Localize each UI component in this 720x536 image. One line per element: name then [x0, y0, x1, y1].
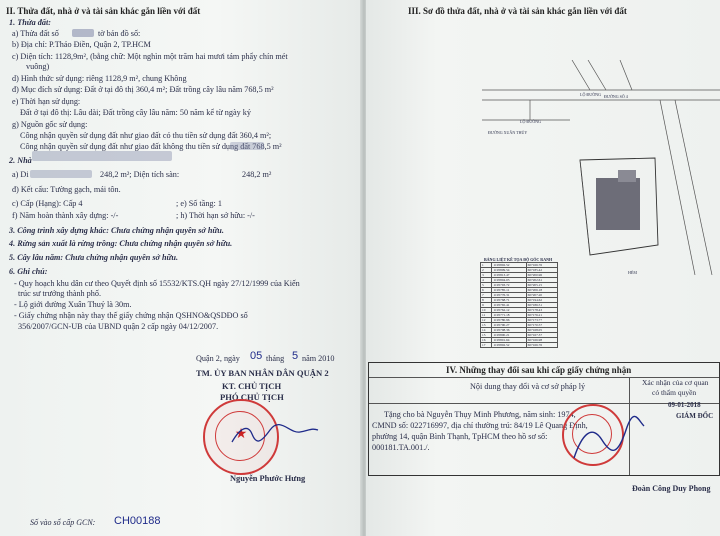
table-cell: 1195785.11 [492, 288, 526, 293]
table-cell: 1195771.18 [492, 313, 526, 318]
table-cell: 1195802.52 [492, 343, 526, 348]
table-cell: 1195801.64 [492, 338, 526, 343]
change-line-1: Tặng cho bà Nguyễn Thụy Minh Phương, năm sinh: 1974, [384, 410, 576, 419]
table-cell: 9 [481, 303, 492, 308]
table-cell: 1 [481, 263, 492, 268]
table-cell: 607206.18 [526, 288, 557, 293]
table-cell: 607173.77 [526, 318, 557, 323]
table-cell: 15 [481, 333, 492, 338]
table-cell: 607185.42 [526, 268, 557, 273]
table-cell: 13 [481, 323, 492, 328]
map-road-label: HẺM [628, 270, 637, 275]
confirm-date: 09-01-2018 [668, 401, 701, 409]
table-cell: 1195793.72 [492, 283, 526, 288]
table-cell: 11 [481, 313, 492, 318]
table-cell: 607186.51 [526, 303, 557, 308]
note-1b: trúc sư trưởng thành phố. [18, 289, 102, 298]
origin: g) Nguồn gốc sử dụng: [12, 120, 88, 129]
table-cell: 17 [481, 343, 492, 348]
table-cell: 607168.05 [526, 328, 557, 333]
use-purpose: đ) Mục đích sử dụng: Đất ở tại đô thị 360,4 m²; Đất trồng cây lâu năm 768,5 m² [12, 85, 274, 94]
redacted-mark [230, 142, 264, 150]
table-cell: 4 [481, 278, 492, 283]
table-cell: 1195800.21 [492, 333, 526, 338]
production-forest: 4. Rừng sản xuất là rừng trồng: Chưa chứng nhận quyền sở hữu. [9, 239, 233, 248]
table-cell: 607166.76 [526, 343, 557, 348]
changes-col-confirm: Xác nhận của cơ quan [642, 378, 709, 387]
table-cell: 10 [481, 308, 492, 313]
perennial-trees: 5. Cây lâu năm: Chưa chứng nhận quyền sở hữu. [9, 253, 179, 262]
registration-number: CH00188 [114, 515, 161, 527]
table-cell: 607200.96 [526, 273, 557, 278]
map-road-label: LỘ ĐƯỜNG [580, 92, 601, 97]
grade: c) Cấp (Hạng): Cấp 4 [12, 199, 83, 208]
note-3: - Giấy chứng nhận này thay thế giấy chứng nhận QSHNO&QSDĐO số [14, 311, 248, 320]
house-area: 248,2 m²; Diện tích sàn: [100, 170, 180, 179]
origin-2: Công nhận quyền sử dụng đất như giao đất không thu tiền sử dụng đất 768,5 m² [20, 142, 282, 151]
table-cell: 607207.20 [526, 293, 557, 298]
table-cell: 1195798.36 [492, 328, 526, 333]
table-cell: 1195813.47 [492, 273, 526, 278]
area-cont: vuông) [26, 62, 50, 71]
issue-day: 05 [250, 350, 263, 362]
structure: đ) Kết cấu: Tường gạch, mái tôn. [12, 185, 121, 194]
table-cell: 607194.62 [526, 298, 557, 303]
kt-chairman: KT. CHỦ TỊCH [222, 381, 282, 391]
use-term-cont: Đất ở tại đô thị: Lâu dài; Đất trồng cây lâu năm: 50 năm kể từ ngày ký [20, 108, 251, 117]
section-2-title: II. Thửa đất, nhà ở và tài sản khác gắn liền với đất [6, 6, 201, 16]
floors: ; e) Số tầng: 1 [176, 199, 222, 208]
table-cell: 8 [481, 298, 492, 303]
table-cell: 14 [481, 328, 492, 333]
map-road-label: ĐƯỜNG XUÂN THỦY [488, 130, 528, 135]
table-cell: 1195768.71 [492, 298, 526, 303]
note-1: - Quy hoạch khu dân cư theo Quyết định số 15532/KTS.QH ngày 27/12/1999 của Kiến [14, 279, 300, 288]
change-line-4: 000181.TA.001./. [372, 443, 430, 452]
table-cell: 1195790.27 [492, 323, 526, 328]
use-term: e) Thời hạn sử dụng: [12, 97, 81, 106]
parcel-number: a) Thửa đất số [12, 29, 59, 38]
table-cell: 12 [481, 318, 492, 323]
origin-1: Công nhận quyền sử dụng đất như giao đất có thu tiền sử dụng đất 360,4 m²; [20, 131, 272, 140]
other-works: 3. Công trình xây dựng khác: Chưa chứng nhận quyền sở hữu. [9, 226, 224, 235]
changes-col-content: Nội dung thay đổi và cơ sở pháp lý [470, 382, 586, 391]
change-line-3: phường 14, quận Bình Thạnh, TpHCM theo hồ sơ số: [372, 432, 548, 441]
official-seal: ★ [203, 399, 279, 475]
completion-year: f) Năm hoàn thành xây dựng: -/- [12, 211, 119, 220]
confirm-role: GIÁM ĐỐC [676, 412, 714, 420]
land-title: 1. Thửa đất: [9, 18, 51, 27]
table-cell: 1195804.03 [492, 278, 526, 283]
map-road-label: LỘ ĐƯỜNG [520, 119, 541, 124]
map-sheet: tờ bản đồ số: [98, 29, 141, 38]
confirm-name: Đoàn Công Duy Phong [632, 484, 711, 493]
table-cell: 2 [481, 268, 492, 273]
table-cell: 607167.37 [526, 333, 557, 338]
table-cell: 6 [481, 288, 492, 293]
notes-title: 6. Ghi chú: [9, 267, 48, 276]
table-cell: 3 [481, 273, 492, 278]
table-cell: 1195780.96 [492, 318, 526, 323]
area: c) Diện tích: 1128,9m², (bằng chữ: Một nghìn một trăm hai mươi tám phẩy chín mét [12, 52, 288, 61]
signer-name: Nguyễn Phước Hưng [230, 474, 306, 483]
redacted-mark [32, 151, 172, 161]
address: b) Địa chỉ: P.Thảo Điền, Quận 2, TP.HCM [12, 40, 151, 49]
table-cell: 1195776.31 [492, 293, 526, 298]
floor-area: 248,2 m² [242, 170, 272, 179]
vice-chairman: PHÓ CHỦ TỊCH [220, 392, 284, 402]
table-cell: 607170.57 [526, 323, 557, 328]
coord-table-title: BẢNG LIỆT KÊ TỌA ĐỘ GÓC RANH [484, 257, 553, 262]
issue-month: 5 [292, 350, 299, 362]
director-signature [568, 414, 648, 464]
table-cell: 607178.43 [526, 308, 557, 313]
table-cell: 1195809.54 [492, 268, 526, 273]
table-cell: 7 [481, 293, 492, 298]
table-cell: 1195762.12 [492, 308, 526, 313]
table-cell: 16 [481, 338, 492, 343]
table-row [481, 343, 558, 348]
section-3-title: III. Sơ đồ thửa đất, nhà ở và tài sản khác gắn liền với đất [408, 6, 627, 16]
issue-date-prefix: Quận 2, ngày [196, 354, 240, 363]
table-cell: 5 [481, 283, 492, 288]
section-4-title: IV. Những thay đổi sau khi cấp giấy chứng nhận [446, 365, 632, 375]
note-2: - Lộ giới đường Xuân Thuỷ là 30m. [14, 300, 132, 309]
table-cell: 607205.15 [526, 283, 557, 288]
table-cell: 1195802.52 [492, 263, 526, 268]
house-area-label: a) Di [12, 170, 29, 179]
redacted-mark [72, 29, 94, 37]
vice-chairman-signature [230, 420, 320, 450]
redacted-mark [30, 170, 92, 178]
ownership-term: ; h) Thời hạn sở hữu: -/- [176, 211, 255, 220]
table-cell: 607166.98 [526, 338, 557, 343]
changes-col-confirm-2: có thẩm quyền [652, 388, 697, 397]
table-cell: 607176.21 [526, 313, 557, 318]
map-road-label: ĐƯỜNG SỐ 4 [604, 94, 628, 99]
change-line-2: CMND số: 022716997, địa chỉ thường trú: 84/19 Lê Quang Định, [372, 421, 588, 430]
issue-month-label: tháng [266, 354, 285, 363]
table-cell: 607166.76 [526, 263, 557, 268]
use-form: d) Hình thức sử dụng: riêng 1128,9 m², chung Không [12, 74, 187, 83]
table-cell: 1195765.41 [492, 303, 526, 308]
coordinate-table [480, 262, 558, 348]
issue-year: năm 2010 [302, 354, 335, 363]
note-3b: 356/2007/GCN-UB của UBND quận 2 cấp ngày 04/12/2007. [18, 322, 219, 331]
house-title: 2. Nhà [9, 156, 32, 165]
table-cell: 607202.61 [526, 278, 557, 283]
authority: TM. ỦY BAN NHÂN DÂN QUẬN 2 [196, 368, 329, 378]
registration-label: Số vào sổ cấp GCN: [30, 518, 96, 527]
